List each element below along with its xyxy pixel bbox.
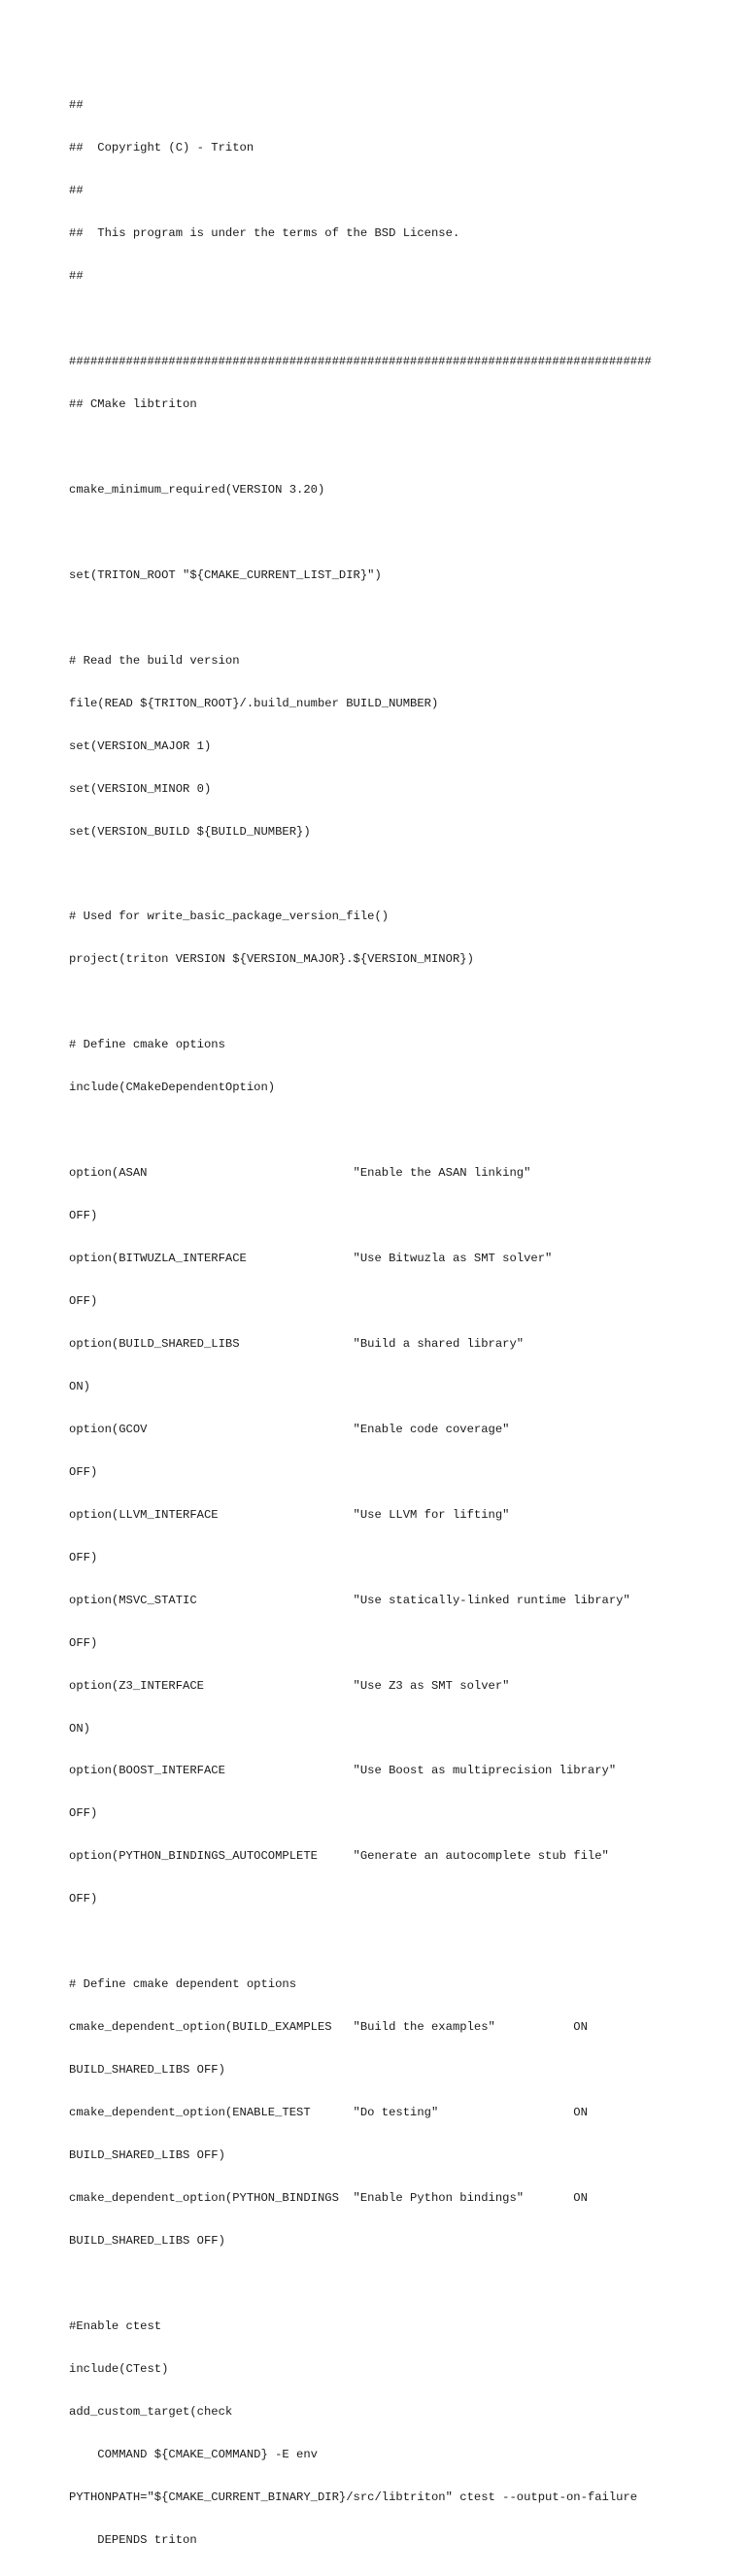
code-line: ## Copyright (C) - Triton xyxy=(69,141,254,155)
code-line xyxy=(69,312,652,326)
code-line xyxy=(69,611,652,626)
code-line: cmake_dependent_option(BUILD_EXAMPLES "Build the examples" ON xyxy=(69,2020,588,2035)
code-line: set(VERSION_MINOR 0) xyxy=(69,781,212,796)
code-line: set(VERSION_MAJOR 1) xyxy=(69,738,212,753)
code-line: file(READ ${TRITON_ROOT}/.build_number BUILD_NUMBER) xyxy=(69,696,439,710)
code-line: include(CMakeDependentOption) xyxy=(69,1081,276,1095)
code-line: ## This program is under the terms of the BSD License. xyxy=(69,226,460,241)
code-line: # Define cmake options xyxy=(69,1038,225,1052)
code-line xyxy=(69,867,652,881)
code-line: COMMAND ${CMAKE_COMMAND} -E env xyxy=(69,2447,318,2461)
code-line: option(LLVM_INTERFACE "Use LLVM for lifting" xyxy=(69,1507,510,1522)
code-line: OFF) xyxy=(69,1806,98,1821)
code-line: add_custom_target(check xyxy=(69,2404,233,2419)
code-line: project(triton VERSION ${VERSION_MAJOR}.${VERSION_MINOR}) xyxy=(69,952,474,967)
code-line: cmake_dependent_option(ENABLE_TEST "Do testing" ON xyxy=(69,2106,588,2120)
code-line: BUILD_SHARED_LIBS OFF) xyxy=(69,2063,225,2078)
code-line: set(VERSION_BUILD ${BUILD_NUMBER}) xyxy=(69,824,311,839)
code-line xyxy=(69,526,652,540)
code-line: OFF) xyxy=(69,1550,98,1564)
code-listing xyxy=(69,70,652,2576)
code-line: include(CTest) xyxy=(69,2361,169,2376)
code-line: DEPENDS triton xyxy=(69,2532,197,2547)
code-line: OFF) xyxy=(69,1892,98,1906)
code-line: ## xyxy=(69,184,84,198)
code-line: OFF) xyxy=(69,1464,98,1479)
code-line: ## CMake libtriton xyxy=(69,396,197,411)
code-line: option(BITWUZLA_INTERFACE "Use Bitwuzla as SMT solver" xyxy=(69,1252,553,1266)
code-line: option(ASAN "Enable the ASAN linking" xyxy=(69,1166,531,1181)
code-line xyxy=(69,1123,652,1138)
code-line: option(PYTHON_BINDINGS_AUTOCOMPLETE "Generate an autocomplete stub file" xyxy=(69,1849,609,1864)
code-line: OFF) xyxy=(69,1294,98,1308)
code-line: cmake_dependent_option(PYTHON_BINDINGS "Enable Python bindings" ON xyxy=(69,2191,588,2206)
code-line: ## xyxy=(69,98,84,113)
code-line: # Define cmake dependent options xyxy=(69,1977,297,1992)
code-line: OFF) xyxy=(69,1635,98,1650)
code-line: ON) xyxy=(69,1379,90,1393)
code-line: ## xyxy=(69,269,84,284)
code-line: option(Z3_INTERFACE "Use Z3 as SMT solver" xyxy=(69,1678,510,1693)
code-line: ON) xyxy=(69,1721,90,1735)
code-line: option(GCOV "Enable code coverage" xyxy=(69,1422,510,1436)
code-line: ################################################################################## xyxy=(69,355,652,369)
code-line: #Enable ctest xyxy=(69,2318,162,2333)
code-line: set(TRITON_ROOT "${CMAKE_CURRENT_LIST_DIR}") xyxy=(69,567,382,582)
code-line: BUILD_SHARED_LIBS OFF) xyxy=(69,2233,225,2248)
code-line: PYTHONPATH="${CMAKE_CURRENT_BINARY_DIR}/src/libtriton" ctest --output-on-failure xyxy=(69,2490,638,2504)
code-line: BUILD_SHARED_LIBS OFF) xyxy=(69,2148,225,2163)
code-line xyxy=(69,1935,652,1949)
code-line: # Read the build version xyxy=(69,653,240,668)
code-line: # Used for write_basic_package_version_file() xyxy=(69,910,390,924)
code-line xyxy=(69,995,652,1010)
code-line: option(MSVC_STATIC "Use statically-linked runtime library" xyxy=(69,1593,630,1607)
code-line: option(BOOST_INTERFACE "Use Boost as multiprecision library" xyxy=(69,1764,617,1778)
code-line: option(BUILD_SHARED_LIBS "Build a shared library" xyxy=(69,1336,525,1351)
code-line xyxy=(69,2277,652,2291)
code-line: cmake_minimum_required(VERSION 3.20) xyxy=(69,482,325,497)
code-line: OFF) xyxy=(69,1209,98,1223)
code-line xyxy=(69,440,652,455)
